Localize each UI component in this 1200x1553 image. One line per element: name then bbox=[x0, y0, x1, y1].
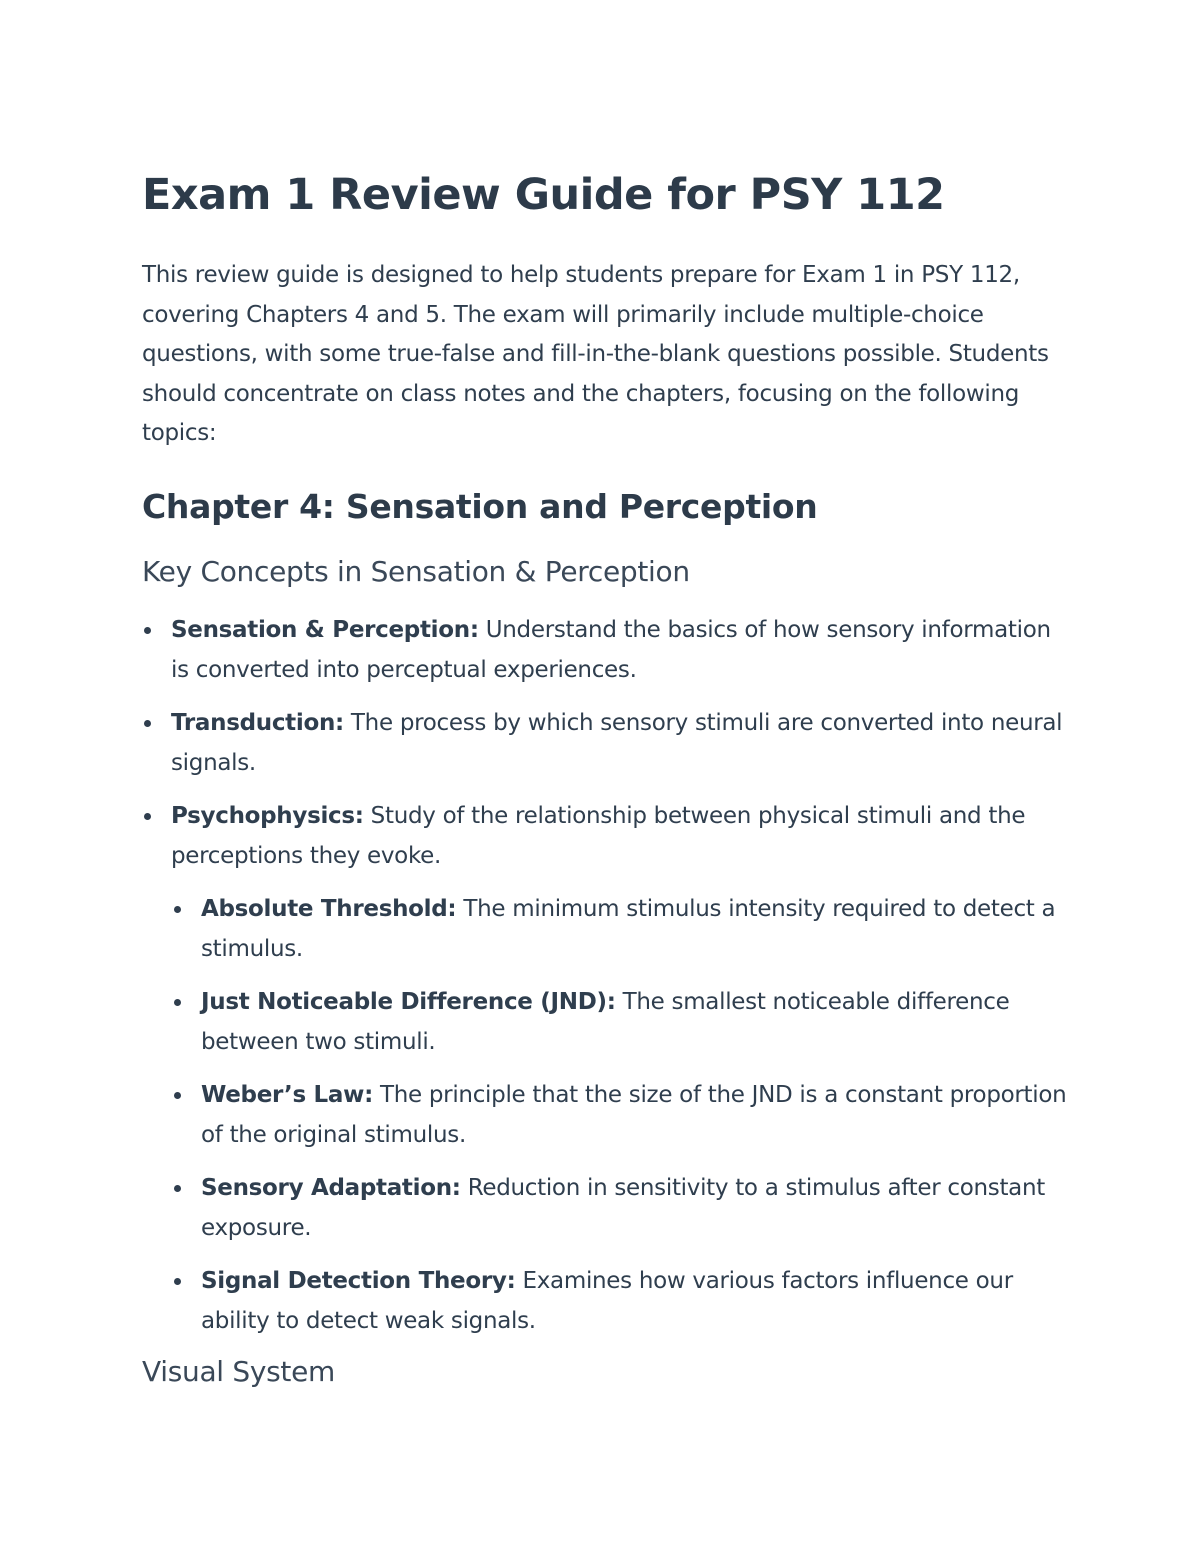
term-description: The smallest noticeable difference between two stimuli. bbox=[201, 988, 1010, 1055]
term-description: The minimum stimulus intensity required to detect a stimulus. bbox=[201, 895, 1056, 962]
list-item-psychophysics bbox=[142, 796, 1072, 1341]
term-label: Transduction: bbox=[171, 709, 344, 736]
term-description: Reduction in sensitivity to a stimulus after constant exposure. bbox=[201, 1174, 1045, 1241]
term-label: Psychophysics: bbox=[171, 802, 364, 829]
bullet-icon bbox=[144, 627, 151, 634]
document-title: Exam 1 Review Guide for PSY 112 bbox=[142, 170, 945, 220]
bullet-icon bbox=[174, 1185, 181, 1192]
bullet-icon bbox=[174, 999, 181, 1006]
list-item-sensation-perception bbox=[142, 610, 1072, 690]
chapter-4-heading: Chapter 4: Sensation and Perception bbox=[142, 486, 818, 526]
list-item-webers-law bbox=[172, 1075, 1072, 1155]
bullet-icon bbox=[174, 906, 181, 913]
list-item-jnd bbox=[172, 982, 1072, 1062]
key-concepts-heading: Key Concepts in Sensation & Perception bbox=[142, 554, 690, 588]
psychophysics-sublist bbox=[142, 889, 1072, 1341]
term-description: Study of the relationship between physical stimuli and the perceptions they evoke. bbox=[171, 802, 1026, 869]
key-concepts-list bbox=[142, 610, 1072, 1341]
term-description: The process by which sensory stimuli are converted into neural signals. bbox=[171, 709, 1063, 776]
intro-paragraph: This review guide is designed to help students prepare for Exam 1 in PSY 112, covering Chapters 4 and 5. The exam will primarily include multiple-choice questions, with some true-false and fill-in-the-blank questions possible. Students should concentrate on class notes and the chapters, focusing on the following topics: bbox=[142, 262, 1049, 446]
term-label: Weber’s Law: bbox=[201, 1081, 373, 1108]
list-item-transduction bbox=[142, 703, 1072, 783]
term-description: Examines how various factors influence our ability to detect weak signals. bbox=[201, 1267, 1013, 1334]
list-item-signal-detection-theory bbox=[172, 1261, 1072, 1341]
term-description: Understand the basics of how sensory information is converted into perceptual experiences. bbox=[171, 616, 1051, 683]
bullet-icon bbox=[144, 813, 151, 820]
term-label: Absolute Threshold: bbox=[201, 895, 457, 922]
bullet-icon bbox=[144, 720, 151, 727]
list-item-absolute-threshold bbox=[172, 889, 1072, 969]
bullet-icon bbox=[174, 1278, 181, 1285]
list-item-sensory-adaptation bbox=[172, 1168, 1072, 1248]
term-label: Sensation & Perception: bbox=[171, 616, 479, 643]
visual-system-heading: Visual System bbox=[142, 1354, 336, 1388]
term-label: Sensory Adaptation: bbox=[201, 1174, 461, 1201]
term-description: The principle that the size of the JND is a constant proportion of the original stimulus. bbox=[201, 1081, 1067, 1148]
term-label: Just Noticeable Difference (JND): bbox=[201, 988, 616, 1015]
bullet-icon bbox=[174, 1092, 181, 1099]
term-label: Signal Detection Theory: bbox=[201, 1267, 516, 1294]
document-page bbox=[142, 168, 1072, 1410]
